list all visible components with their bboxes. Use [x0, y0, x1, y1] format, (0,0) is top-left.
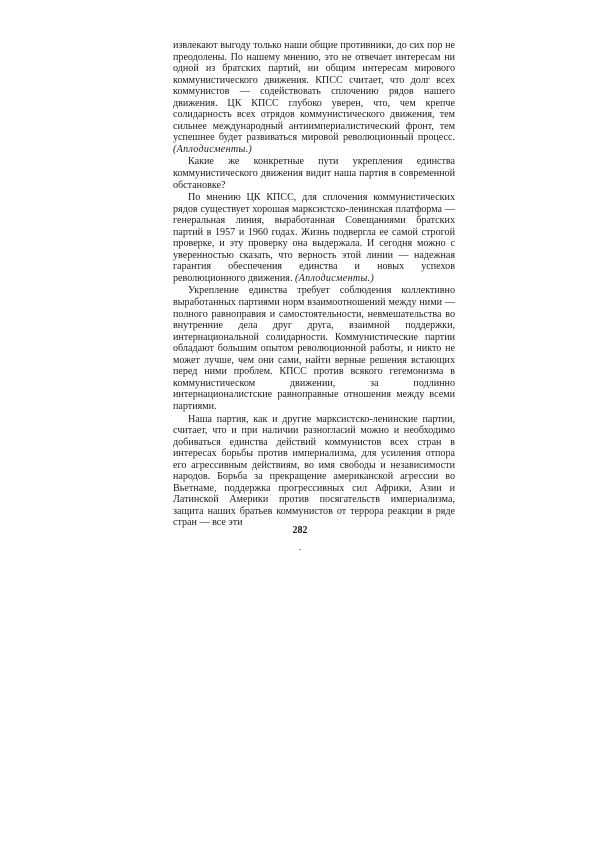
page-number: 282 [292, 525, 308, 536]
paragraph-3-text: По мнению ЦК КПСС, для сплочения коммунистических рядов существует хорошая марксистско-ленинская платформа — генеральная линия, выработанная Совещаниями братских партий в 1957 и 1960 годах. Жизнь подвергла ее самой строгой проверке, и эту проверку она выдержала. И сегодня можно с уверенностью сказать, что верность этой линии — надежная гарантия обеспечения единства и новых успехов революционного движения. [173, 192, 455, 284]
paragraph-1 [173, 40, 455, 155]
paragraph-2 [173, 156, 455, 191]
paragraph-2-text: Какие же конкретные пути укрепления единства коммунистического движения видит наша партия в современной обстановке? [173, 156, 455, 191]
paragraph-1-text: извлекают выгоду только наши общие противники, до сих пор не преодолены. По нашему мнению, это не отвечает интересам ни одной из братских партий, ни общим интересам мирового коммунистического движения. КПСС считает, что долг всех коммунистов — содействовать сплочению рядов нашего движения. ЦК КПСС глубоко уверен, что, чем крепче солидарность всех отрядов коммунистического движения, тем сильнее международный антиимпериалистический фронт, тем успешнее будет развиваться мировой революционный процесс. [173, 40, 455, 144]
scan-speck [299, 549, 301, 550]
paragraph-5-text: Наша партия, как и другие марксистско-ленинские партии, считает, что и при наличии разногласий можно и необходимо добиваться единства действий коммунистов всех стран в интересах борьбы против империализма, для усиления отпора его агрессивным действиям, во имя свободы и независимости народов. Борьба за прекращение американской агрессии во Вьетнаме, поддержка прогрессивных сил Африки, Азии и Латинской Америки против посягательств империализма, защита наших братьев коммунистов от террора реакции в ряде стран — все эти [173, 413, 455, 529]
paragraph-5 [173, 414, 455, 529]
paragraph-3 [173, 192, 455, 284]
applause-remark-2: (Аплодисменты.) [295, 272, 375, 284]
applause-remark-1: (Аплодисменты.) [173, 143, 253, 155]
paragraph-4 [173, 285, 455, 412]
body-text [173, 40, 455, 529]
paragraph-4-text: Укрепление единства требует соблюдения коллективно выработанных партиями норм взаимоотношений между ними — полного равноправия и самостоятельности, невмешательства во внутренние дела друг друга, взаимной поддержки, интернациональной солидарности. Коммунистические партии обладают большим опытом революционной работы, и никто не может лучше, чем они сами, найти верные решения встающих перед ними проблем. КПСС против всякого гегемонизма в коммунистическом движении, за подлинно интернационалистские равноправные отношения между всеми партиями. [173, 285, 455, 412]
